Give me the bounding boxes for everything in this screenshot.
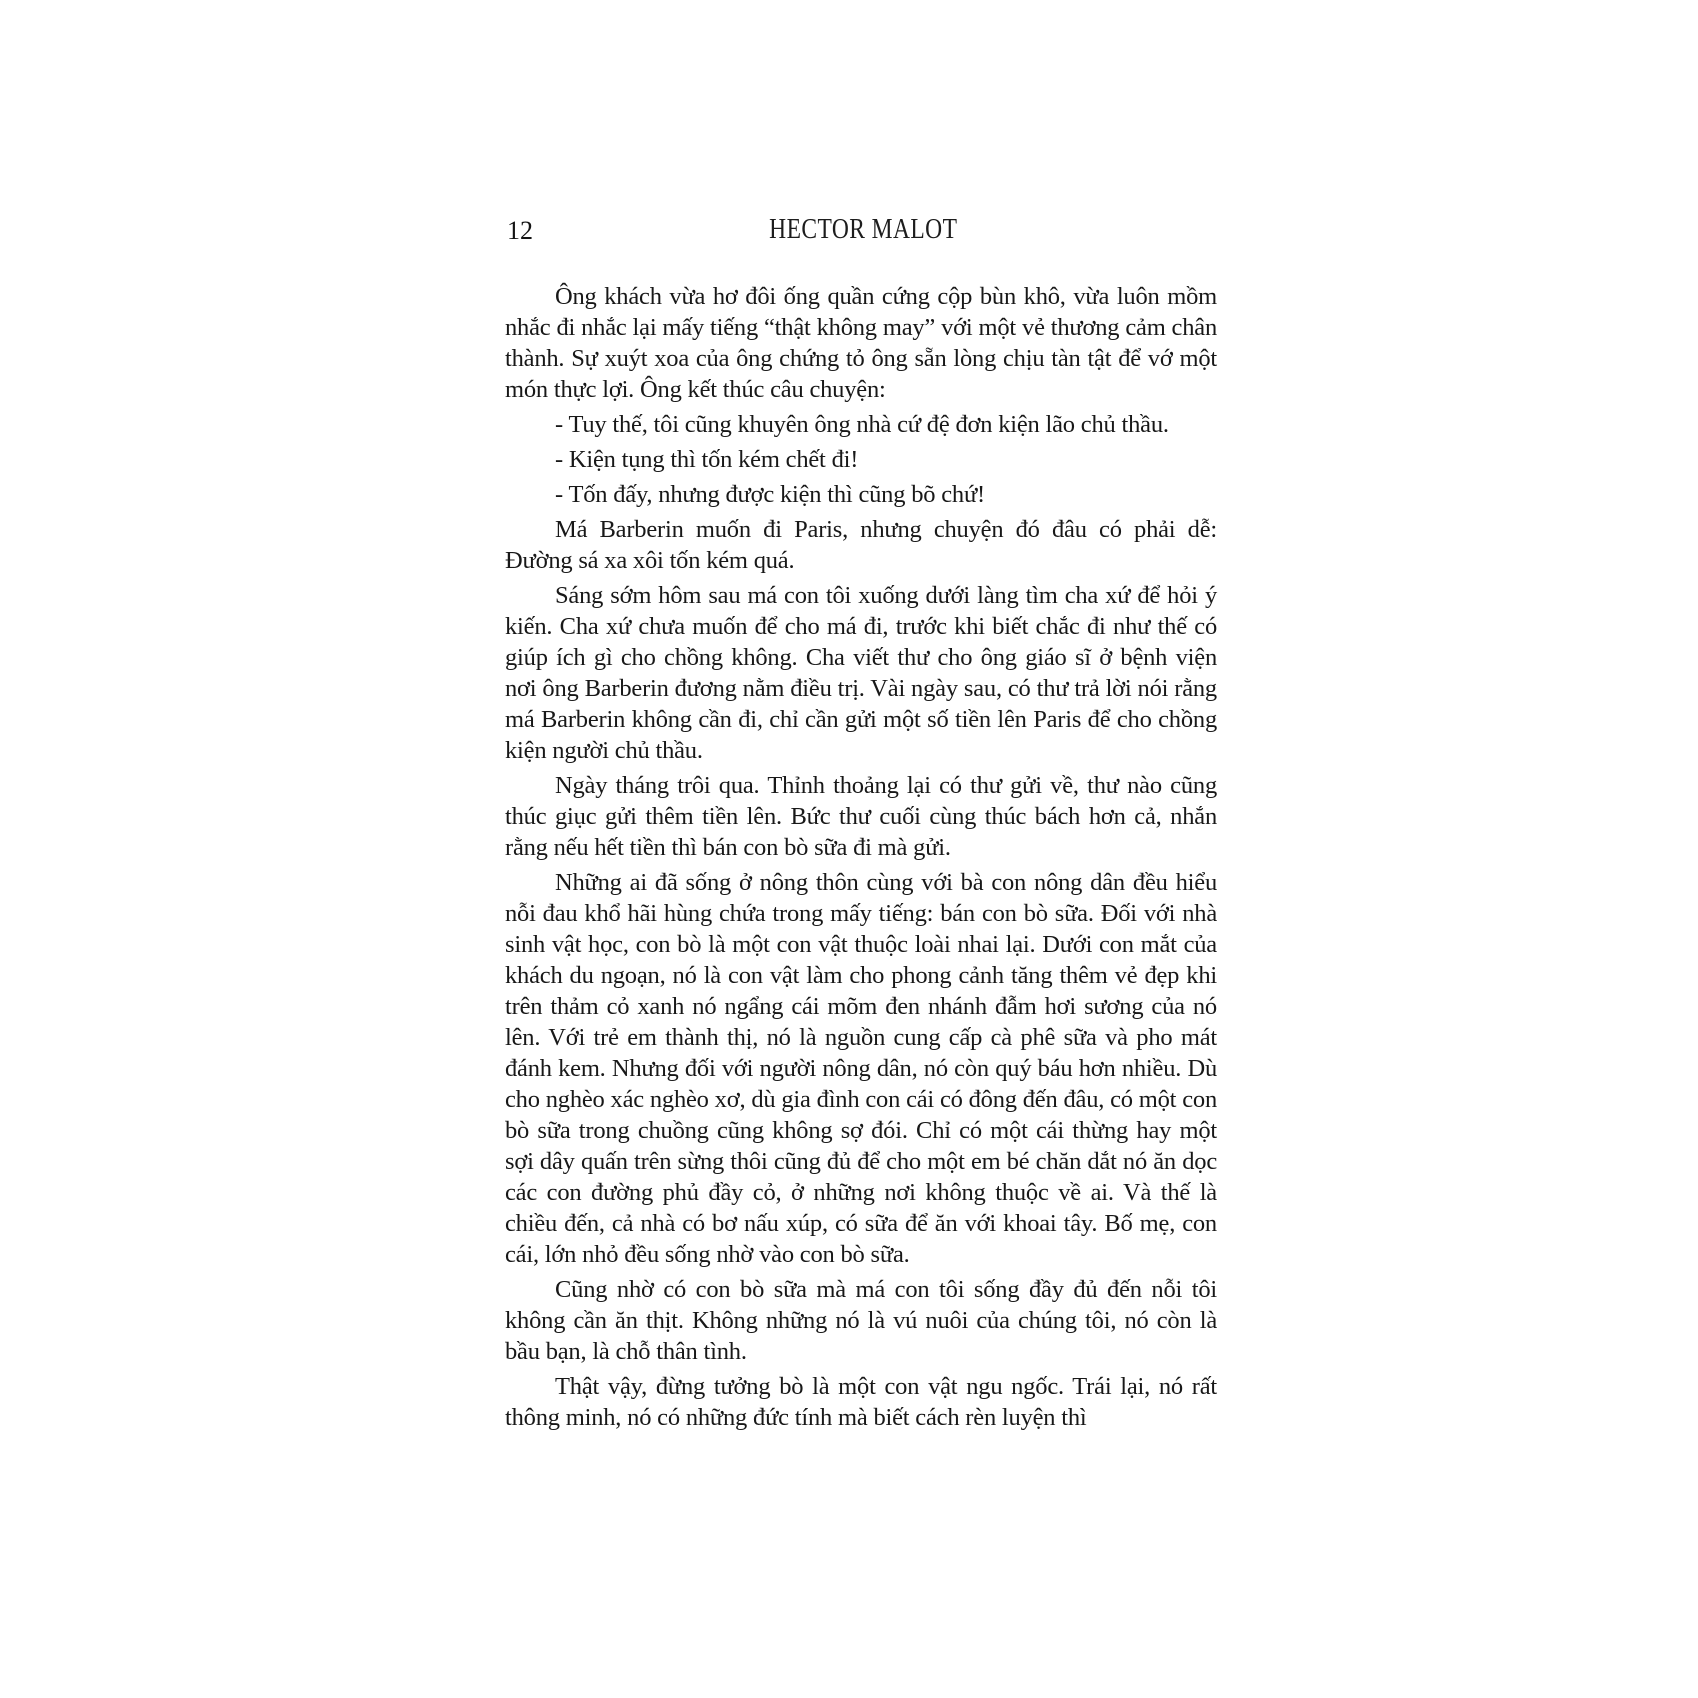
paragraph-dialogue-1: - Tuy thế, tôi cũng khuyên ông nhà cứ đệ đơn kiện lão chủ thầu. (555, 411, 1169, 438)
paragraph-narrative-3: Sáng sớm hôm sau má con tôi xuống dưới làng tìm cha xứ để hỏi ý kiến. Cha xứ chưa muốn để cho má đi, trước khi biết chắc đi như thế có giúp ích gì cho chồng không. Cha viết thư cho ông giáo sĩ ở bệnh viện nơi ông Barberin đương nằm điều trị. Vài ngày sau, có thư trả lời nói rằng má Barberin không cần đi, chỉ cần gửi một số tiền lên Paris để cho chồng kiện người chủ thầu. (505, 582, 1217, 764)
paragraph-narrative-5: Những ai đã sống ở nông thôn cùng với bà con nông dân đều hiểu nỗi đau khổ hãi hùng chứa trong mấy tiếng: bán con bò sữa. Đối với nhà sinh vật học, con bò là một con vật thuộc loài nhai lại. Dưới con mắt của khách du ngoạn, nó là con vật làm cho phong cảnh tăng thêm vẻ đẹp khi trên thảm cỏ xanh nó ngẩng cái mõm đen nhánh đẫm hơi sương của nó lên. Với trẻ em thành thị, nó là nguồn cung cấp cà phê sữa và pho mát đánh kem. Nhưng đối với người nông dân, nó còn quý báu hơn nhiều. Dù cho nghèo xác nghèo xơ, dù gia đình con cái có đông đến đâu, có một con bò sữa trong chuồng cũng không sợ đói. Chỉ có một cái thừng hay một sợi dây quấn trên sừng thôi cũng đủ để cho một em bé chăn dắt nó ăn dọc các con đường phủ đầy cỏ, ở những nơi không thuộc về ai. Và thế là chiều đến, cả nhà có bơ nấu xúp, có sữa để ăn với khoai tây. Bố mẹ, con cái, lớn nhỏ đều sống nhờ vào con bò sữa. (505, 869, 1217, 1268)
running-header-title: HECTOR MALOT (769, 214, 958, 245)
page-sheet (505, 216, 1217, 1433)
paragraph-narrative-4: Ngày tháng trôi qua. Thỉnh thoảng lại có thư gửi về, thư nào cũng thúc giục gửi thêm tiền lên. Bức thư cuối cùng thúc bách hơn cả, nhắn rằng nếu hết tiền thì bán con bò sữa đi mà gửi. (505, 772, 1217, 861)
paragraph-narrative-2: Má Barberin muốn đi Paris, nhưng chuyện đó đâu có phải dễ: Đường sá xa xôi tốn kém quá. (505, 516, 1217, 574)
page-body (505, 281, 1217, 1433)
paragraph-narrative-1: Ông khách vừa hơ đôi ống quần cứng cộp bùn khô, vừa luôn mồm nhắc đi nhắc lại mấy tiếng “thật không may” với một vẻ thương cảm chân thành. Sự xuýt xoa của ông chứng tỏ ông sẵn lòng chịu tàn tật để vớ một món thực lợi. Ông kết thúc câu chuyện: (505, 283, 1217, 403)
page-number: 12 (507, 216, 533, 245)
running-header (505, 216, 1217, 248)
paragraph-narrative-7: Thật vậy, đừng tưởng bò là một con vật ngu ngốc. Trái lại, nó rất thông minh, nó có những đức tính mà biết cách rèn luyện thì (505, 1373, 1217, 1431)
paragraph-dialogue-2: - Kiện tụng thì tốn kém chết đi! (555, 446, 859, 473)
paragraph-dialogue-3: - Tốn đấy, nhưng được kiện thì cũng bõ chứ! (555, 481, 985, 508)
paragraph-narrative-6: Cũng nhờ có con bò sữa mà má con tôi sống đầy đủ đến nỗi tôi không cần ăn thịt. Không những nó là vú nuôi của chúng tôi, nó còn là bầu bạn, là chỗ thân tình. (505, 1276, 1217, 1365)
